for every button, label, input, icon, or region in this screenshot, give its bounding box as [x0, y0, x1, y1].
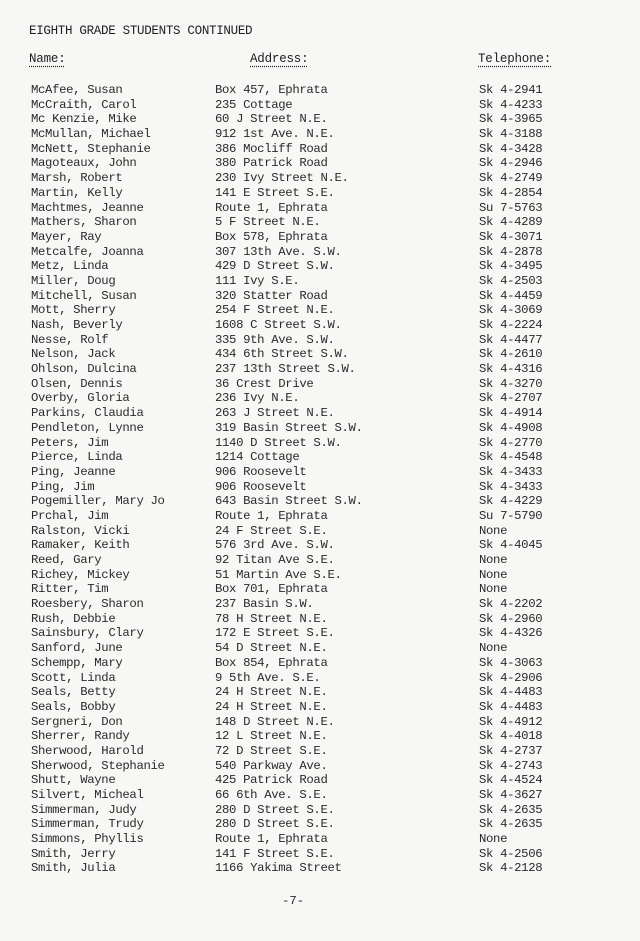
student-name: Richey, Mickey [31, 567, 130, 582]
student-row [0, 729, 640, 744]
student-row [0, 127, 640, 142]
student-address: 237 Basin S.W. [215, 597, 314, 612]
student-telephone: Sk 4-2960 [479, 611, 543, 626]
student-row [0, 201, 640, 216]
student-telephone: Sk 4-3188 [479, 127, 543, 142]
student-name: Mitchell, Susan [31, 288, 137, 303]
student-row [0, 156, 640, 171]
student-address: 66 6th Ave. S.E. [215, 788, 328, 802]
student-name: Mc Kenzie, Mike [31, 112, 137, 127]
student-row [0, 817, 640, 832]
student-name: Metcalfe, Joanna [31, 244, 144, 259]
student-telephone: Sk 4-4018 [479, 729, 543, 744]
column-header-address: Address: [250, 52, 309, 66]
student-name: Marsh, Robert [31, 171, 123, 186]
student-name: Sainsbury, Clary [31, 626, 144, 641]
student-name: Simmerman, Trudy [31, 817, 144, 832]
student-telephone: Sk 4-4548 [479, 450, 543, 465]
student-address: 72 D Street S.E. [215, 743, 328, 758]
student-row [0, 700, 640, 715]
student-telephone: Sk 4-2635 [479, 817, 543, 832]
student-telephone: Sk 4-4914 [479, 406, 543, 421]
student-telephone: Sk 4-3428 [479, 141, 543, 156]
student-name: Ohlson, Dulcina [31, 362, 137, 377]
student-name: Sherrer, Randy [31, 729, 130, 744]
student-address: 9 5th Ave. S.E. [215, 670, 321, 685]
student-row [0, 612, 640, 627]
student-address: Box 854, Ephrata [215, 655, 328, 670]
student-address: 237 13th Street S.W. [215, 362, 356, 377]
student-address: 1140 D Street S.W. [215, 435, 342, 450]
student-telephone: Sk 4-3495 [479, 259, 543, 274]
student-row [0, 347, 640, 362]
student-name: Smith, Jerry [31, 846, 116, 861]
student-telephone: Sk 4-4912 [479, 714, 543, 729]
student-address: 906 Roosevelt [215, 479, 307, 494]
student-row [0, 788, 640, 803]
student-name: Pendleton, Lynne [31, 420, 144, 435]
student-address: 24 H Street N.E. [215, 699, 328, 714]
student-address: 307 13th Ave. S.W. [215, 244, 342, 259]
student-telephone: Sk 4-3433 [479, 464, 543, 479]
student-name: Martin, Kelly [31, 185, 123, 200]
student-name: Pierce, Linda [31, 450, 123, 465]
student-address: 643 Basin Street S.W. [215, 494, 363, 509]
student-telephone: None [479, 582, 508, 597]
student-row [0, 465, 640, 480]
student-name: Peters, Jim [31, 435, 109, 450]
student-name: Magoteaux, John [31, 156, 137, 171]
student-address: 60 J Street N.E. [215, 112, 328, 127]
student-name: Parkins, Claudia [31, 406, 144, 421]
student-row [0, 289, 640, 304]
student-telephone: Su 7-5763 [479, 200, 543, 215]
student-telephone: Sk 4-2503 [479, 273, 543, 288]
student-row [0, 744, 640, 759]
student-name: Simmons, Phyllis [31, 832, 144, 847]
student-name: Simmerman, Judy [31, 802, 137, 817]
student-list [0, 83, 640, 876]
student-name: McCraith, Carol [31, 97, 137, 112]
student-telephone: Sk 4-2878 [479, 244, 543, 259]
student-name: Nesse, Rolf [31, 332, 109, 347]
student-telephone: None [479, 832, 508, 847]
student-telephone: Sk 4-3071 [479, 229, 543, 244]
student-row [0, 362, 640, 377]
student-address: 24 F Street S.E. [215, 523, 328, 538]
student-telephone: Sk 4-2737 [479, 743, 543, 758]
student-row [0, 568, 640, 583]
student-row [0, 450, 640, 465]
student-name: McNett, Stephanie [31, 141, 151, 156]
student-row [0, 832, 640, 847]
student-address: 5 F Street N.E. [215, 215, 321, 230]
student-address: 386 Mocliff Road [215, 141, 328, 156]
student-address: 280 D Street S.E. [215, 802, 335, 817]
student-row [0, 318, 640, 333]
student-telephone: Sk 4-3433 [479, 479, 543, 494]
student-name: Silvert, Micheal [31, 788, 144, 802]
student-row [0, 480, 640, 495]
student-address: 54 D Street N.E. [215, 641, 328, 656]
student-name: Rush, Debbie [31, 611, 116, 626]
student-address: 319 Basin Street S.W. [215, 420, 363, 435]
student-address: 1608 C Street S.W. [215, 318, 342, 332]
student-name: Miller, Doug [31, 273, 116, 288]
student-name: Roesbery, Sharon [31, 597, 144, 612]
student-address: Route 1, Ephrata [215, 200, 328, 215]
student-row [0, 803, 640, 818]
student-row [0, 377, 640, 392]
page-number: -7- [282, 894, 305, 908]
student-address: 425 Patrick Road [215, 773, 328, 788]
column-header-name: Name: [29, 52, 66, 66]
student-telephone: Sk 4-4524 [479, 773, 543, 788]
student-telephone: Sk 4-4229 [479, 494, 543, 509]
student-address: Route 1, Ephrata [215, 832, 328, 847]
student-telephone: Sk 4-4233 [479, 97, 543, 112]
student-telephone: Sk 4-2635 [479, 802, 543, 817]
student-address: 92 Titan Ave S.E. [215, 553, 335, 567]
student-address: Box 457, Ephrata [215, 83, 328, 97]
student-address: 540 Parkway Ave. [215, 758, 328, 773]
student-telephone: Sk 4-2906 [479, 670, 543, 685]
student-name: Mott, Sherry [31, 303, 116, 318]
student-row [0, 98, 640, 113]
student-telephone: Sk 4-3270 [479, 376, 543, 391]
student-name: Ramaker, Keith [31, 538, 130, 553]
student-address: 12 L Street N.E. [215, 729, 328, 744]
student-telephone: Sk 4-2941 [479, 83, 543, 97]
student-name: Nash, Beverly [31, 318, 123, 332]
student-row [0, 641, 640, 656]
student-address: 236 Ivy N.E. [215, 391, 300, 406]
student-name: Ritter, Tim [31, 582, 109, 597]
student-name: McMullan, Michael [31, 127, 151, 142]
student-telephone: Sk 4-2128 [479, 861, 543, 876]
student-name: Seals, Betty [31, 685, 116, 700]
student-telephone: Sk 4-4459 [479, 288, 543, 303]
student-row [0, 215, 640, 230]
student-address: 380 Patrick Road [215, 156, 328, 171]
student-address: 36 Crest Drive [215, 376, 314, 391]
student-telephone: Sk 4-4326 [479, 626, 543, 641]
student-telephone: Sk 4-4483 [479, 699, 543, 714]
student-address: 111 Ivy S.E. [215, 273, 300, 288]
student-name: Pogemiller, Mary Jo [31, 494, 165, 509]
student-address: 912 1st Ave. N.E. [215, 127, 335, 142]
student-row [0, 597, 640, 612]
student-name: Mathers, Sharon [31, 215, 137, 230]
student-name: Ping, Jeanne [31, 464, 116, 479]
student-telephone: Su 7-5790 [479, 508, 543, 523]
student-address: 235 Cottage [215, 97, 293, 112]
student-row [0, 274, 640, 289]
student-telephone: Sk 4-4316 [479, 362, 543, 377]
student-row [0, 494, 640, 509]
student-name: Smith, Julia [31, 861, 116, 876]
student-address: Box 578, Ephrata [215, 229, 328, 244]
student-telephone: None [479, 523, 508, 538]
student-row [0, 245, 640, 260]
student-row [0, 186, 640, 201]
student-telephone: Sk 4-4908 [479, 420, 543, 435]
student-name: Ping, Jim [31, 479, 95, 494]
student-row [0, 656, 640, 671]
student-row [0, 582, 640, 597]
student-row [0, 553, 640, 568]
student-telephone: Sk 4-3063 [479, 655, 543, 670]
student-row [0, 112, 640, 127]
student-row [0, 171, 640, 186]
student-telephone: Sk 4-2506 [479, 846, 543, 861]
student-row [0, 406, 640, 421]
student-address: 280 D Street S.E. [215, 817, 335, 832]
student-telephone: Sk 4-4045 [479, 538, 543, 553]
student-telephone: None [479, 641, 508, 656]
student-telephone: Sk 4-2707 [479, 391, 543, 406]
student-name: Overby, Gloria [31, 391, 130, 406]
student-telephone: Sk 4-2749 [479, 171, 543, 186]
student-name: Seals, Bobby [31, 699, 116, 714]
student-name: Metz, Linda [31, 259, 109, 274]
student-name: McAfee, Susan [31, 83, 123, 97]
student-name: Reed, Gary [31, 553, 102, 567]
student-telephone: Sk 4-4477 [479, 332, 543, 347]
student-address: 141 F Street S.E. [215, 846, 335, 861]
student-row [0, 142, 640, 157]
student-address: 576 3rd Ave. S.W. [215, 538, 335, 553]
student-telephone: Sk 4-3627 [479, 788, 543, 802]
student-address: 78 H Street N.E. [215, 611, 328, 626]
student-row [0, 436, 640, 451]
student-address: 24 H Street N.E. [215, 685, 328, 700]
student-address: 906 Roosevelt [215, 464, 307, 479]
student-row [0, 303, 640, 318]
student-row [0, 230, 640, 245]
student-address: 254 F Street N.E. [215, 303, 335, 318]
student-name: Sherwood, Harold [31, 743, 144, 758]
student-address: Box 701, Ephrata [215, 582, 328, 597]
student-name: Prchal, Jim [31, 508, 109, 523]
student-name: Scott, Linda [31, 670, 116, 685]
student-row [0, 715, 640, 730]
student-name: Shutt, Wayne [31, 773, 116, 788]
student-name: Mayer, Ray [31, 229, 102, 244]
student-row [0, 538, 640, 553]
student-telephone: Sk 4-3069 [479, 303, 543, 318]
student-address: 141 E Street S.E. [215, 185, 335, 200]
student-address: 230 Ivy Street N.E. [215, 171, 349, 186]
student-row [0, 421, 640, 436]
student-address: 1214 Cottage [215, 450, 300, 465]
student-name: Olsen, Dennis [31, 376, 123, 391]
student-name: Machtmes, Jeanne [31, 200, 144, 215]
student-row [0, 685, 640, 700]
student-telephone: Sk 4-2854 [479, 185, 543, 200]
student-name: Schempp, Mary [31, 655, 123, 670]
student-telephone: Sk 4-4289 [479, 215, 543, 230]
student-row [0, 773, 640, 788]
student-telephone: Sk 4-4483 [479, 685, 543, 700]
student-telephone: Sk 4-2224 [479, 318, 543, 332]
student-name: Sergneri, Don [31, 714, 123, 729]
student-row [0, 671, 640, 686]
student-name: Ralston, Vicki [31, 523, 130, 538]
student-row [0, 626, 640, 641]
student-telephone: None [479, 553, 508, 567]
student-row [0, 259, 640, 274]
student-address: 148 D Street N.E. [215, 714, 335, 729]
student-name: Sherwood, Stephanie [31, 758, 165, 773]
student-telephone: Sk 4-2610 [479, 347, 543, 362]
student-address: 172 E Street S.E. [215, 626, 335, 641]
student-row [0, 759, 640, 774]
student-address: 335 9th Ave. S.W. [215, 332, 335, 347]
student-name: Nelson, Jack [31, 347, 116, 362]
student-telephone: Sk 4-2202 [479, 597, 543, 612]
student-address: 434 6th Street S.W. [215, 347, 349, 362]
student-row [0, 509, 640, 524]
student-row [0, 861, 640, 876]
student-address: 1166 Yakima Street [215, 861, 342, 876]
student-row [0, 83, 640, 98]
student-address: 51 Martin Ave S.E. [215, 567, 342, 582]
student-telephone: Sk 4-2770 [479, 435, 543, 450]
student-telephone: Sk 4-3965 [479, 112, 543, 127]
student-address: 263 J Street N.E. [215, 406, 335, 421]
student-row [0, 391, 640, 406]
student-telephone: None [479, 567, 508, 582]
student-name: Sanford, June [31, 641, 123, 656]
student-address: 320 Statter Road [215, 288, 328, 303]
student-row [0, 847, 640, 862]
student-row [0, 524, 640, 539]
student-address: Route 1, Ephrata [215, 508, 328, 523]
student-telephone: Sk 4-2743 [479, 758, 543, 773]
document-title: EIGHTH GRADE STUDENTS CONTINUED [29, 24, 253, 38]
column-header-telephone: Telephone: [478, 52, 552, 66]
student-address: 429 D Street S.W. [215, 259, 335, 274]
student-telephone: Sk 4-2946 [479, 156, 543, 171]
student-row [0, 333, 640, 348]
